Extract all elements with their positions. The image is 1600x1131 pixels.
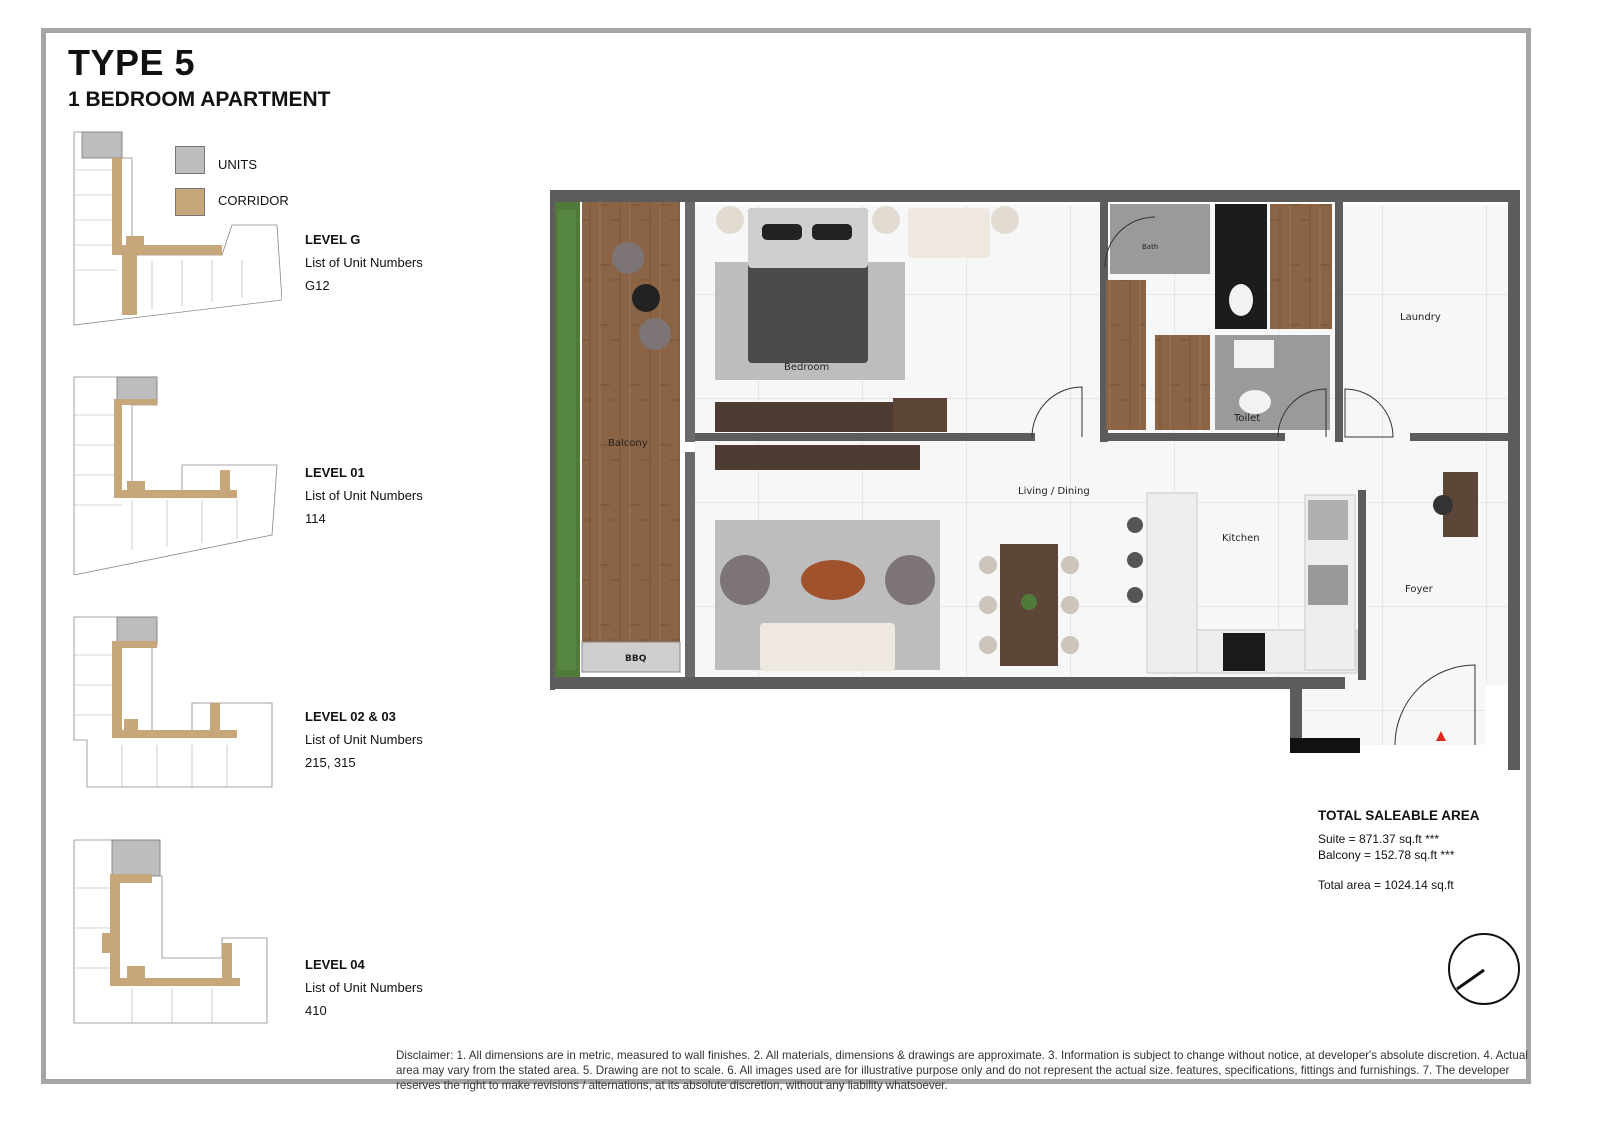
bath-label: Bath bbox=[1142, 243, 1159, 251]
living-armchair-right bbox=[885, 555, 935, 605]
level-02-03-units: 215, 315 bbox=[305, 755, 356, 770]
cooktop bbox=[1223, 633, 1265, 671]
area-title: TOTAL SALEABLE AREA bbox=[1318, 808, 1480, 823]
level-02-03-caption: List of Unit Numbers bbox=[305, 732, 423, 747]
toilet-label: Toilet bbox=[1234, 413, 1261, 424]
level-04-heading: LEVEL 04 bbox=[305, 957, 365, 972]
balcony-chair-1 bbox=[612, 242, 644, 274]
legend-corridor-label: CORRIDOR bbox=[218, 193, 289, 208]
level-01-units: 114 bbox=[305, 511, 326, 526]
bedroom-armchair bbox=[908, 208, 990, 258]
level-01-heading: LEVEL 01 bbox=[305, 465, 365, 480]
bbq-label: BBQ bbox=[625, 654, 647, 664]
bedside-table-right bbox=[872, 206, 900, 234]
keyplan-level-01 bbox=[72, 375, 287, 575]
north-arrow-icon bbox=[1447, 932, 1522, 1007]
level-g-caption: List of Unit Numbers bbox=[305, 255, 423, 270]
balcony-chair-2 bbox=[639, 318, 671, 350]
balcony-label: Balcony bbox=[608, 438, 648, 449]
floor-plan bbox=[550, 190, 1535, 780]
sofa bbox=[760, 623, 895, 671]
level-g-units: G12 bbox=[305, 278, 330, 293]
level-04-caption: List of Unit Numbers bbox=[305, 980, 423, 995]
laundry-label: Laundry bbox=[1400, 312, 1441, 323]
disclaimer-text: Disclaimer: 1. All dimensions are in metric, measured to wall finishes. 2. All materials, dimensions & drawings are approximate. 3. Information is subject to change without notice, at developer's absolute discretion. 4. Actual area may vary from the stated area. 5. Drawing are not to scale. 6. All images used are for illustrative purpose only and do not represent the actual size. features, specifications, fittings and furnishings. 7. The developer reserves the right to make revisions / alternations, at its absolute discretion, without any liability whatsoever. bbox=[396, 1049, 1528, 1092]
bath-cabinet bbox=[1106, 280, 1146, 430]
shower-2 bbox=[1155, 335, 1210, 430]
living-armchair-left bbox=[720, 555, 770, 605]
bath-tile-floor bbox=[1110, 204, 1210, 274]
kitchen-label: Kitchen bbox=[1222, 533, 1260, 544]
area-suite: Suite = 871.37 sq.ft *** bbox=[1318, 832, 1440, 846]
area-balcony: Balcony = 152.78 sq.ft *** bbox=[1318, 848, 1455, 862]
coffee-table bbox=[801, 560, 865, 600]
level-01-caption: List of Unit Numbers bbox=[305, 488, 423, 503]
legend-units-label: UNITS bbox=[218, 157, 257, 172]
keyplan-level-02-03 bbox=[72, 615, 277, 790]
balcony-table bbox=[632, 284, 660, 312]
page-subtitle: 1 BEDROOM APARTMENT bbox=[68, 88, 331, 111]
kitchen-island bbox=[1147, 493, 1197, 673]
level-04-units: 410 bbox=[305, 1003, 327, 1018]
foyer-label: Foyer bbox=[1405, 584, 1433, 595]
kitchen-sink bbox=[1308, 565, 1348, 605]
tv-console bbox=[715, 445, 920, 470]
shower-1 bbox=[1270, 204, 1332, 329]
keyplan-level-04 bbox=[72, 838, 277, 1028]
level-02-03-heading: LEVEL 02 & 03 bbox=[305, 709, 396, 724]
bedroom-wardrobe bbox=[715, 402, 915, 432]
living-dining-label: Living / Dining bbox=[1018, 486, 1090, 497]
keyplan-level-g bbox=[72, 130, 282, 335]
bedroom-label: Bedroom bbox=[784, 362, 830, 373]
page-title: TYPE 5 bbox=[68, 42, 196, 83]
fridge bbox=[1308, 500, 1348, 540]
bedside-table-left bbox=[716, 206, 744, 234]
level-g-heading: LEVEL G bbox=[305, 232, 361, 247]
toilet-fixture-1 bbox=[1229, 284, 1253, 316]
area-total: Total area = 1024.14 sq.ft bbox=[1318, 878, 1454, 892]
